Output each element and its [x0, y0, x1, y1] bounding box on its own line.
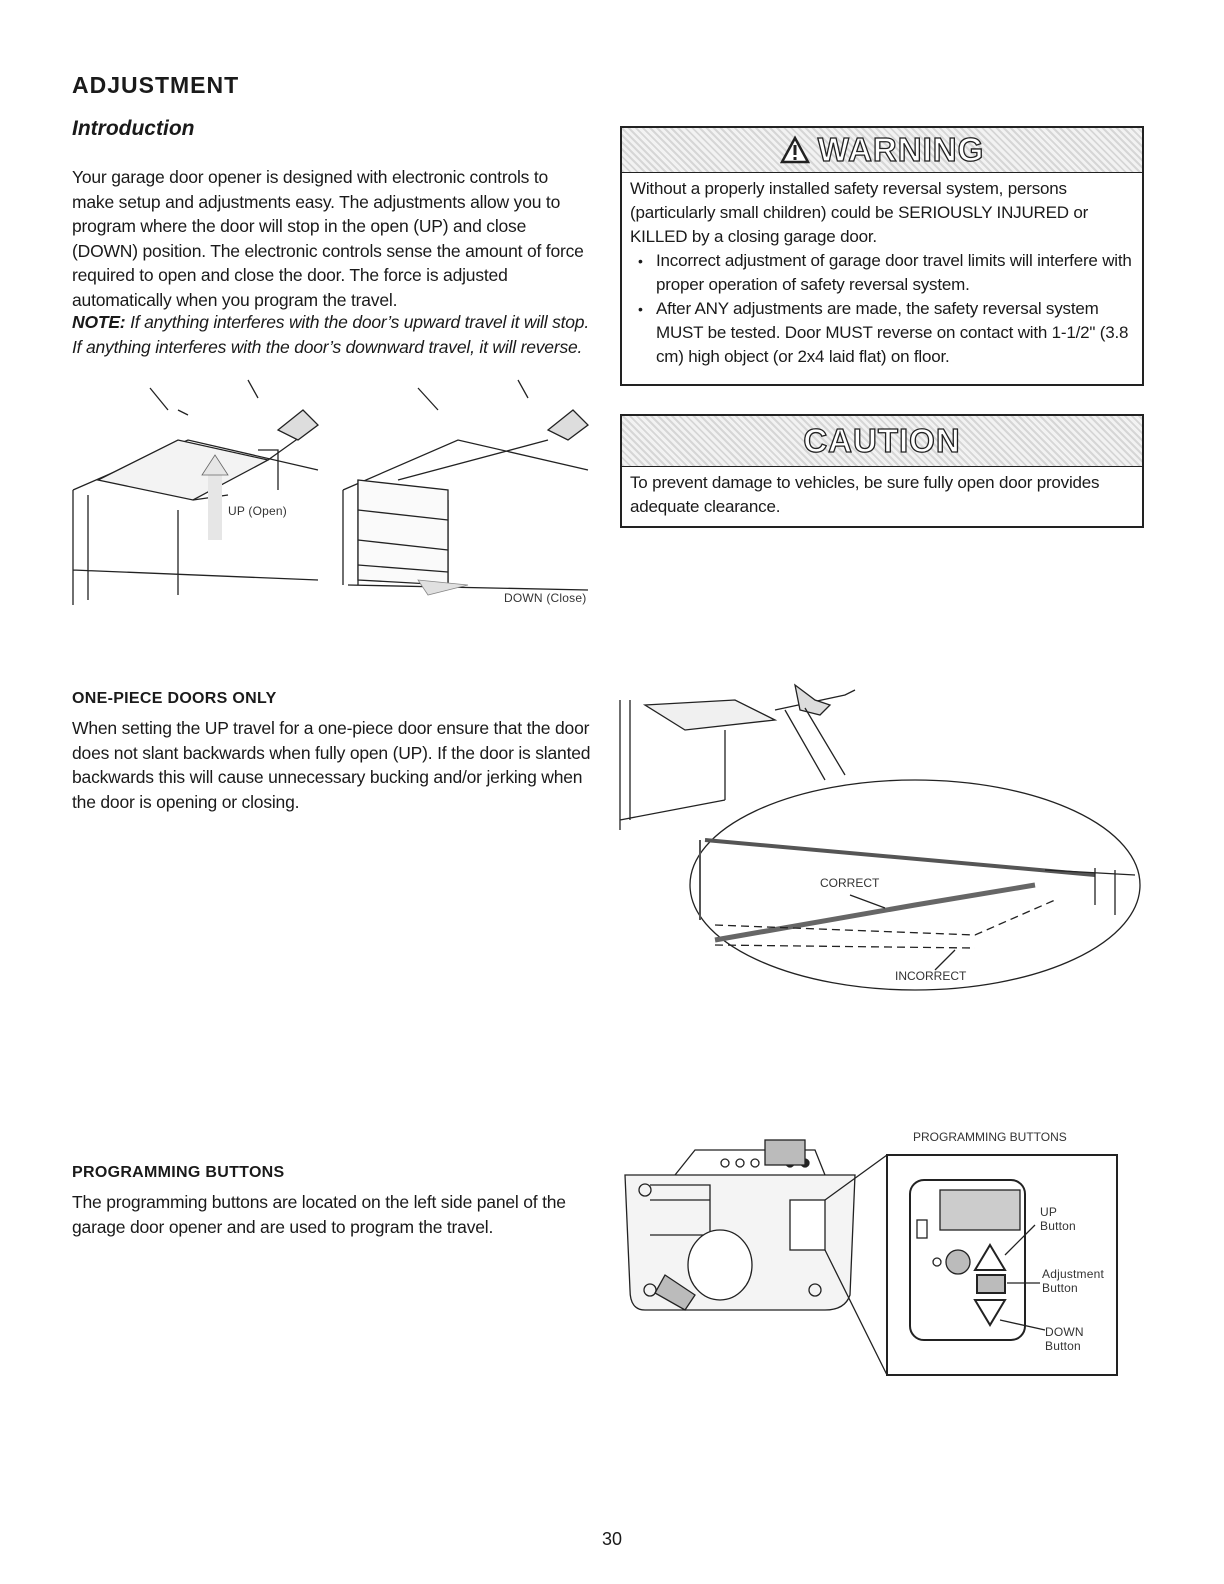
warning-bullets	[630, 249, 1134, 369]
garage-door-drawing	[68, 380, 598, 610]
programming-heading: PROGRAMMING BUTTONS	[72, 1164, 285, 1181]
warning-box	[620, 126, 1144, 386]
down-button-label: DOWN Button	[1045, 1325, 1084, 1353]
warning-bullet: • Incorrect adjustment of garage door travel limits will interfere with proper operation of safety reversal system.	[656, 249, 1134, 297]
caution-body: To prevent damage to vehicles, be sure fully open door provides adequate clearance.	[630, 473, 1100, 516]
note-label: NOTE:	[72, 312, 126, 332]
intro-paragraph: Your garage door opener is designed with electronic controls to make setup and adjustments easy. The adjustments allow you to program where the door will stop in the open (UP) and close (DOWN) position. The electronic controls sense the amount of force required to open and close the door. The force is adjusted automatically when you program the travel.	[72, 167, 584, 310]
warning-banner	[622, 128, 1142, 173]
subsection-title: Introduction	[72, 117, 195, 140]
programming-text: The programming buttons are located on the left side panel of the garage door opener and are used to program the travel.	[72, 1192, 566, 1237]
caution-banner	[622, 416, 1142, 467]
caution-box	[620, 414, 1144, 528]
up-open-label: UP (Open)	[228, 504, 287, 518]
travel-illustration	[68, 380, 598, 610]
section-title: ADJUSTMENT	[72, 72, 240, 98]
correct-label: CORRECT	[820, 876, 880, 890]
warning-title: WARNING	[817, 131, 985, 168]
door-angle-illustration	[615, 680, 1145, 1000]
adjustment-button-label: Adjustment Button	[1042, 1267, 1105, 1295]
warning-body: Without a properly installed safety reversal system, persons (particularly small children) could be SERIOUSLY INJURED or KILLED by a closing garage door.	[630, 179, 1089, 246]
caution-title: CAUTION	[803, 422, 961, 459]
note-paragraph	[72, 310, 592, 359]
one-piece-text: When setting the UP travel for a one-piece door ensure that the door does not slant backwards when fully open (UP). If the door is slanted backwards this will cause unnecessary bucking and/or jerking when the door is opening or closing.	[72, 718, 591, 812]
one-piece-heading: ONE-PIECE DOORS ONLY	[72, 690, 277, 707]
incorrect-label: INCORRECT	[895, 969, 967, 983]
programming-buttons-label: PROGRAMMING BUTTONS	[913, 1130, 1067, 1144]
programming-illustration	[615, 1125, 1135, 1385]
down-close-label: DOWN (Close)	[504, 591, 587, 605]
door-angle-drawing	[615, 680, 1145, 1000]
note-text: If anything interferes with the door’s upward travel it will stop. If anything interferes with the door’s downward travel, it will reverse.	[72, 312, 590, 357]
warning-triangle-icon	[780, 136, 810, 164]
up-button-label: UP Button	[1040, 1205, 1076, 1233]
warning-bullet: • After ANY adjustments are made, the safety reversal system MUST be tested. Door MUST reverse on contact with 1-1/2" (3.8 cm) high object (or 2x4 laid flat) on floor.	[656, 297, 1134, 369]
page-number: 30	[601, 1529, 623, 1549]
opener-drawing	[615, 1125, 1135, 1385]
